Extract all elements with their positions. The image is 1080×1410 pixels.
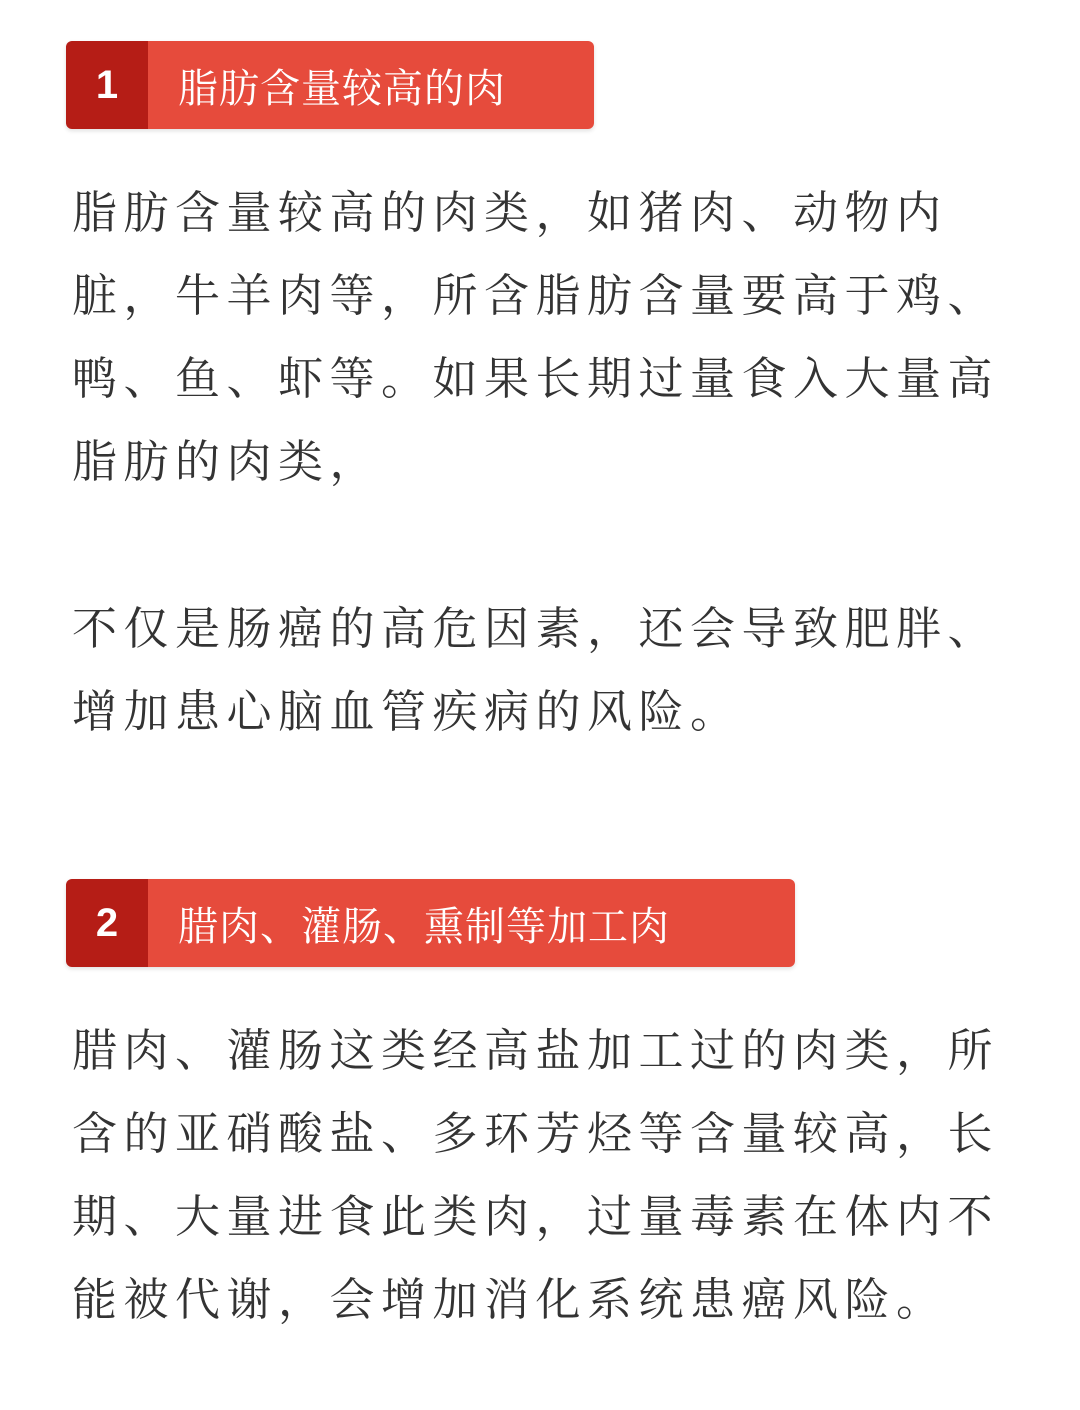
section-1-paragraph-2: 不仅是肠癌的高危因素，还会导致肥胖、增加患心脑血管疾病的风险。 (72, 602, 1000, 738)
section-title-2: 腊肉、灌肠、熏制等加工肉 (148, 879, 795, 967)
section-1-paragraph-1: 脂肪含量较高的肉类，如猪肉、动物内脏，牛羊肉等，所含脂肪含量要高于鸡、鸭、鱼、虾等。如果长期过量食入大量高脂肪的肉类， (72, 186, 1000, 488)
section-2-paragraph-1: 腊肉、灌肠这类经高盐加工过的肉类，所含的亚硝酸盐、多环芳烃等含量较高，长期、大量进食此类肉，过量毒素在体内不能被代谢，会增加消化系统患癌风险。 (72, 1024, 1000, 1326)
section-number-2: 2 (66, 879, 148, 967)
section-header-1 (66, 41, 594, 129)
section-number-1: 1 (66, 41, 148, 129)
section-title-1: 脂肪含量较高的肉 (148, 41, 594, 129)
section-header-2 (66, 879, 795, 967)
